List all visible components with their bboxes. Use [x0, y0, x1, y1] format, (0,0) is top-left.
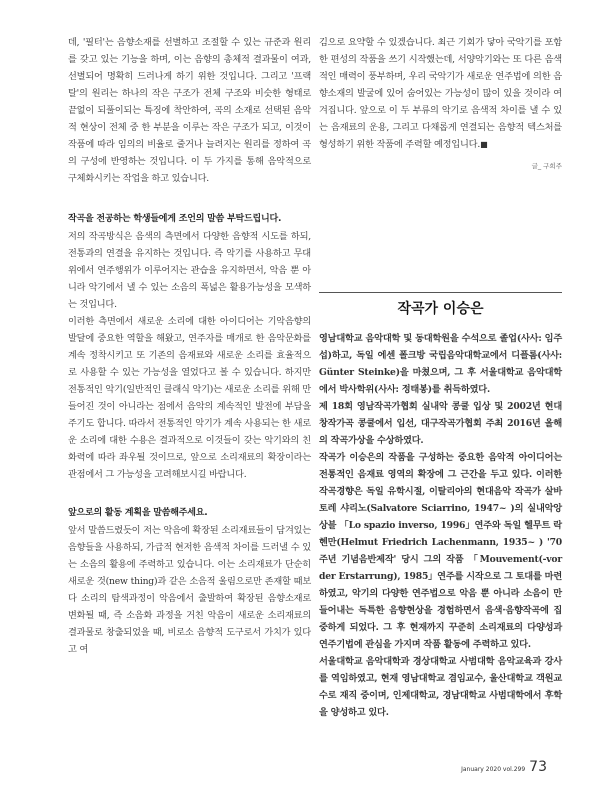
right-column [319, 34, 562, 170]
spacer [68, 187, 311, 211]
bio-paragraph: 작곡가 이승은의 작품을 구성하는 중요한 음악적 아이디어는 전통적인 음재료 영역의 확장에 그 근간을 두고 있다. 이러한 작곡경향은 독일 유학시절, 이탈리아의 현대음악 작곡가 살바토레 샤리노(Salvatore Sciarrino, 1947~ )의 실내악앙상블 「Lo spazio inverso, 1996」연주와 독일 헬무트 락헨만(Helmut Friedrich Lachenmann, 1935~ ) '70주년 기념음반제작' 당시 그의 작품 「Mouvement(-vor der Erstarrung), 1985」연주를 시작으로 그 토대를 마련하였고, 악기의 다양한 연주법으로 악음 뿐 아니라 소음이 만들어내는 독특한 음향현상을 경험하면서 음색·음향작곡에 집중하게 되었다. 그 후 현재까지 꾸준히 소리재료의 다양성과 연주기법에 관심을 가지며 작품 활동에 주력하고 있다. [319, 452, 562, 650]
body-paragraph-text: 김으로 요약할 수 있겠습니다. 최근 기회가 닿아 국악기를 포함한 편성의 작품을 쓰기 시작했는데, 서양악기와는 또 다른 음색적인 매력이 풍부하며, 우리 국악기가 새로운 연주법에 의한 음향소재의 발굴에 있어 숨어있는 가능성이 많이 있을 것이라 여겨집니다. 앞으로 이 두 부류의 악기로 음색적 차이를 낼 수 있는 음재료의 운용, 그리고 다채롭게 연결되는 음향적 텍스처를 형성하기 위한 작품에 주력할 예정입니다. [319, 37, 562, 150]
body-paragraph [319, 34, 562, 153]
page-number: 73 [529, 759, 547, 775]
interview-question: 앞으로의 활동 계획을 말씀해주세요. [68, 508, 208, 518]
bio-column [319, 330, 562, 721]
section-divider [319, 292, 562, 293]
interview-question: 작곡을 전공하는 학생들에게 조언의 말씀 부탁드립니다. [68, 214, 282, 224]
end-mark: ■ [480, 140, 488, 149]
body-paragraph: 저의 작곡방식은 음색의 측면에서 다양한 음향적 시도를 하되, 전통과의 연결을 유지하는 것입니다. 즉 악기를 사용하고 무대 위에서 연주행위가 이루어지는 관습을 유지하면서, 악음 뿐 아니라 악기에서 낼 수 있는 소음의 폭넓은 활용가능성을 모색하는 것입니다. [68, 231, 311, 310]
section-title: 작곡가 이승은 [397, 301, 484, 317]
bio-paragraph: 서울대학교 음악대학과 경상대학교 사범대학 음악교육과 강사를 역임하였고, 현재 영남대학교 겸임교수, 울산대학교 객원교수로 재직 중이며, 인제대학교, 경남대학교 사범대학에서 후학을 양성하고 있다. [319, 656, 562, 718]
bio-paragraph: 영남대학교 음악대학 및 동대학원을 수석으로 졸업(사사: 임주섭)하고, 독일 에센 폴크방 국립음악대학교에서 디플롬(사사: Günter Steinke)을 마쳤으며, 그 후 서울대학교 음악대학에서 박사학위(사사: 정태봉)를 취득하였다. [319, 333, 562, 395]
issue-label: January 2020 vol.299 [461, 766, 526, 773]
body-paragraph: 데, '필터'는 음향소재를 선별하고 조절할 수 있는 규준과 원리를 갖고 있는 기능을 하며, 이는 음향의 총체적 결과물이 여과, 선별되어 명확히 드러나게 하기 위한 것입니다. 그리고 '프랙탈'의 원리는 하나의 작은 구조가 전체 구조와 비슷한 형태로 끝없이 되풀이되는 특징에 착안하여, 곡의 소재로 선택된 음악적 현상이 전체 중 한 부분을 이루는 작은 구조가 되고, 이것이 작품에 따라 임의의 비율로 줄거나 늘려지는 원리를 정하여 곡의 구성에 반영하는 것입니다. 이 두 가지를 통해 음악적으로 구체화시키는 작업을 하고 있습니다. [68, 37, 311, 184]
author-credit: 글_ 구희주 [531, 162, 562, 170]
bio-paragraph: 제 18회 영남작곡가협회 실내악 콩쿨 입상 및 2002년 현대창작가곡 콩쿨에서 입선, 대구작곡가협회 주최 2016년 올해의 작곡가상을 수상하였다. [319, 401, 562, 446]
body-paragraph: 앞서 말씀드렸듯이 저는 악음에 확장된 소리재료들이 담겨있는 음향들을 사용하되, 가급적 현저한 음색적 차이를 드러낼 수 있는 소음의 활용에 주력하고 있습니다. 이는 소리재료가 단순히 새로운 것(new thing)과 같은 소음적 울림으로만 존재할 때보다 소리의 탐색과정이 악음에서 출발하여 확장된 음향소재로 변화될 때, 즉 소음화 과정을 거친 악음이 새로운 소리재료의 결과물로 창출되었을 때, 비로소 음향적 도구로서 가치가 있다고 여 [68, 525, 311, 655]
page-footer [461, 756, 547, 775]
spacer [68, 483, 311, 505]
body-paragraph: 이러한 측면에서 새로운 소리에 대한 아이디어는 기악음향의 발달에 중요한 역할을 해왔고, 연주자를 매개로 한 음악문화를 계속 정착시키고 또 기존의 음재료와 새로운 소리를 효율적으로 사용할 수 있는 가능성을 열었다고 볼 수 있습니다. 하지만 전통적인 악기(일반적인 클래식 악기)는 새로운 소리를 위해 만들어진 것이 아니라는 점에서 음악의 계속적인 발전에 부담을 주기도 합니다. 따라서 전통적인 악기가 계속 사용되는 한 새로운 소리에 대한 수용은 결과적으로 이것들이 갖는 악기와의 친화력에 따라 좌우될 것이므로, 앞으로 소리재료의 확장이라는 관점에서 그 가능성을 고려해보시길 바랍니다. [68, 316, 311, 480]
left-column [68, 34, 311, 658]
